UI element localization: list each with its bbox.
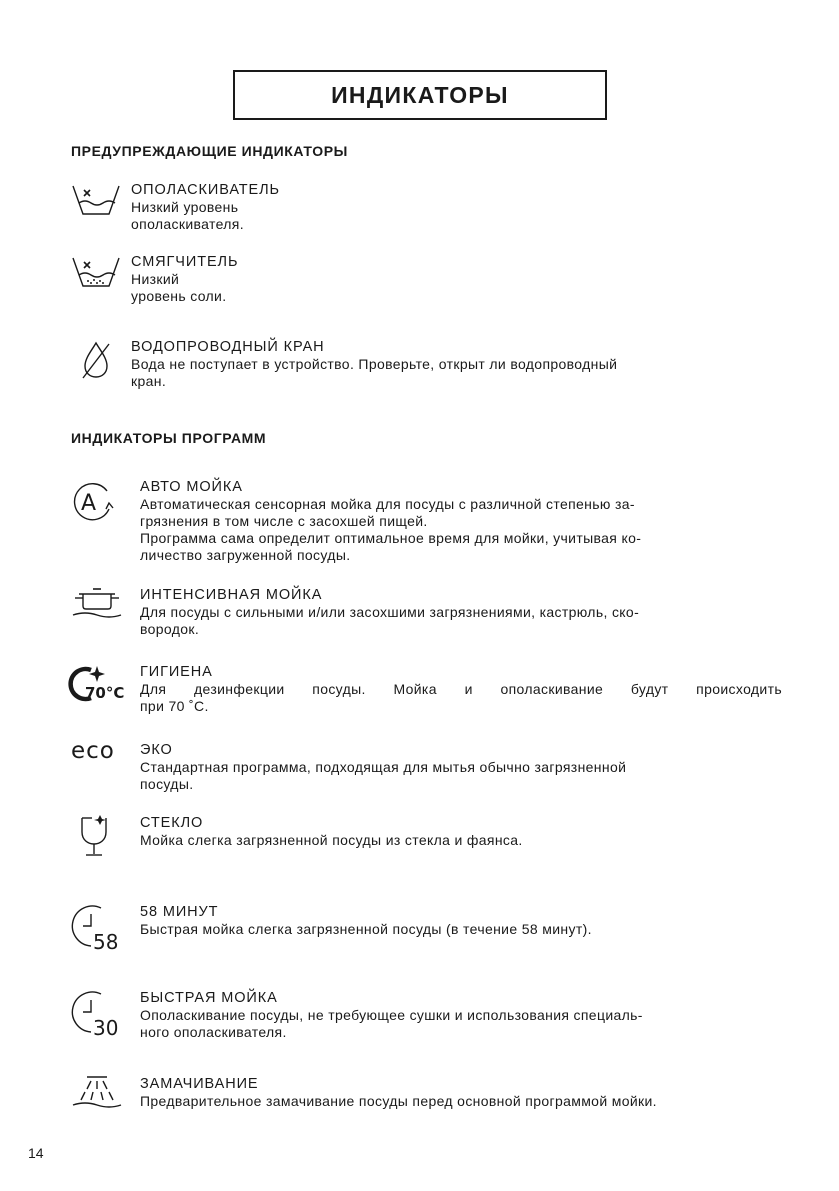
timer-30-icon xyxy=(71,988,127,1040)
auto-wash-desc-line-1: Автоматическая сенсорная мойка для посуды с различной степенью за- xyxy=(140,496,635,512)
quick-wash-desc-line-2: ного ополаскивателя. xyxy=(140,1024,287,1040)
rinse-aid-desc: Низкий уровень ополаскивателя. xyxy=(131,199,244,232)
intensive-pot-icon xyxy=(71,586,123,620)
58-min-desc: Быстрая мойка слегка загрязненной посуды (в течение 58 минут). xyxy=(140,921,592,937)
auto-wash-icon-label: A xyxy=(81,491,97,516)
intensive-title: ИНТЕНСИВНАЯ МОЙКА xyxy=(140,587,323,603)
page-number: 14 xyxy=(28,1145,44,1161)
hygiene-icon xyxy=(71,664,131,704)
quick-wash-desc-line-1: Ополаскивание посуды, не требующее сушки и использования специаль- xyxy=(140,1007,643,1023)
warning-section-heading: ПРЕДУПРЕЖДАЮЩИЕ ИНДИКАТОРЫ xyxy=(71,143,348,159)
auto-wash-desc-line-4: личество загруженной посуды. xyxy=(140,547,351,563)
hygiene-desc-line-1: Для дезинфекции посуды. Мойка и ополаскивание будут происходить xyxy=(140,681,782,697)
timer-58-icon xyxy=(71,902,127,954)
softener-salt-icon xyxy=(71,256,123,290)
water-tap-title: ВОДОПРОВОДНЫЙ КРАН xyxy=(131,339,325,355)
eco-icon: eco xyxy=(71,738,115,764)
rinse-aid-title: ОПОЛАСКИВАТЕЛЬ xyxy=(131,182,280,198)
eco-title: ЭКО xyxy=(140,742,173,758)
intensive-desc-line-2: вородок. xyxy=(140,621,200,637)
hygiene-desc-line-2: при 70 ˚С. xyxy=(140,698,209,714)
timer-30-label: 30 xyxy=(93,1016,119,1040)
auto-wash-desc-line-2: грязнения в том числе с засохшей пищей. xyxy=(140,513,428,529)
soak-icon xyxy=(71,1073,123,1109)
soak-title: ЗАМАЧИВАНИЕ xyxy=(140,1076,259,1092)
water-tap-desc-line-1: Вода не поступает в устройство. Проверьте, открыт ли водопроводный xyxy=(131,356,618,372)
hygiene-icon-label: 70°C xyxy=(85,684,125,702)
glass-title: СТЕКЛО xyxy=(140,815,204,831)
soak-desc: Предварительное замачивание посуды перед основной программой мойки. xyxy=(140,1093,657,1109)
hygiene-title: ГИГИЕНА xyxy=(140,664,213,680)
water-tap-desc-line-2: кран. xyxy=(131,373,167,389)
timer-58-label: 58 xyxy=(93,930,119,954)
page-title: ИНДИКАТОРЫ xyxy=(331,81,509,108)
auto-wash-desc-line-3: Программа сама определит оптимальное время для мойки, учитывая ко- xyxy=(140,530,642,546)
glass-icon xyxy=(78,814,112,860)
quick-wash-title: БЫСТРАЯ МОЙКА xyxy=(140,990,278,1006)
softener-desc: Низкий уровень соли. xyxy=(131,271,227,304)
eco-desc-line-1: Стандартная программа, подходящая для мытья обычно загрязненной xyxy=(140,759,627,775)
rinse-aid-icon xyxy=(71,184,123,218)
page-title-box xyxy=(233,70,607,120)
auto-wash-icon xyxy=(71,481,121,523)
softener-title: СМЯГЧИТЕЛЬ xyxy=(131,254,239,270)
auto-wash-title: АВТО МОЙКА xyxy=(140,479,243,495)
eco-desc-line-2: посуды. xyxy=(140,776,194,792)
intensive-desc-line-1: Для посуды с сильными и/или засохшими загрязнениями, кастрюль, ско- xyxy=(140,604,640,620)
58-min-title: 58 МИНУТ xyxy=(140,904,219,920)
program-section-heading: ИНДИКАТОРЫ ПРОГРАММ xyxy=(71,430,267,446)
glass-desc: Мойка слегка загрязненной посуды из стекла и фаянса. xyxy=(140,832,523,848)
water-tap-icon xyxy=(79,340,113,380)
